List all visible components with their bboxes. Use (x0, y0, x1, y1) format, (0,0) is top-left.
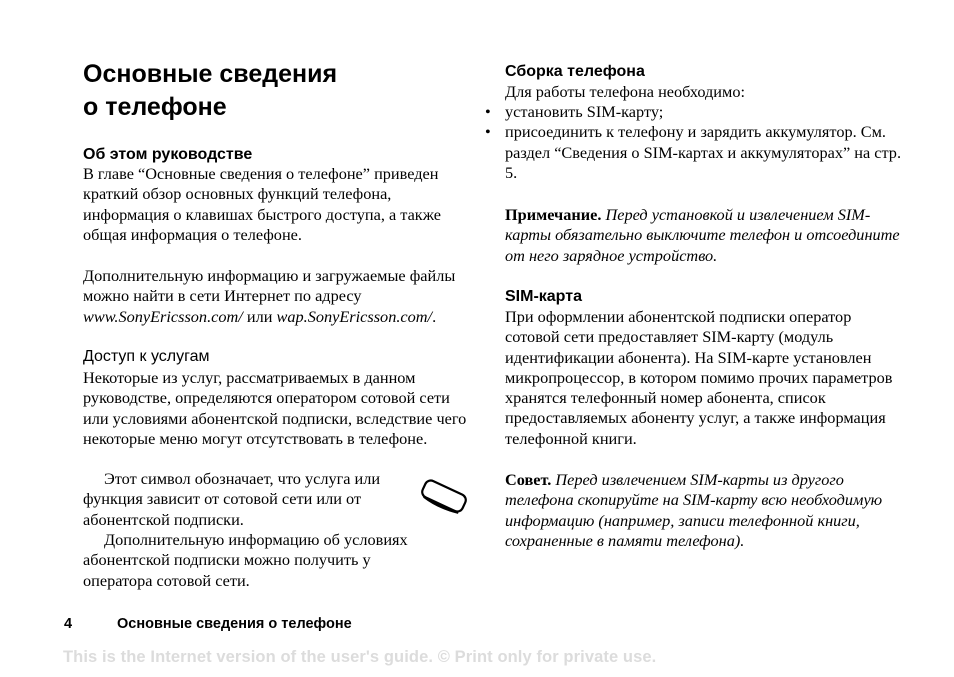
symbol-paragraph: Этот символ обозначает, что услуга или функция зависит от сотовой сети или от абонентской подписки. (83, 469, 381, 529)
tip-text: Перед извлечением SIM-карты из другого телефона скопируйте на SIM-карту всю необходимую информацию (например, записи телефонной книги, сохраненные в памяти телефона). (505, 470, 883, 550)
about-paragraph: В главе “Основные сведения о телефоне” приведен краткий обзор основных функций телефона, информация о клавишах быстрого доступа, а также общая информация о телефоне. (83, 164, 441, 244)
assembly-heading: Сборка телефона (505, 63, 645, 80)
services-paragraph: Некоторые из услуг, рассматриваемых в данном руководстве, определяются оператором сотовой сети или условиями абонентской подписки, вследствие чего некоторые меню могут отсутствовать в телефоне. (83, 368, 467, 448)
wap-url[interactable]: wap.SonyEricsson.com/ (276, 306, 433, 326)
page-title-line1: Основные сведения (83, 60, 338, 88)
more-info-paragraph (83, 266, 475, 327)
note-paragraph (505, 205, 905, 266)
bullet-marker: • (485, 122, 491, 142)
services-heading: Доступ к услугам (83, 348, 210, 365)
page-number: 4 (64, 616, 73, 632)
tip-paragraph (505, 470, 905, 551)
more-info-end: . (432, 306, 437, 326)
tip-label: Совет. (505, 470, 552, 489)
sim-heading: SIM-карта (505, 288, 582, 305)
assembly-list (485, 102, 905, 183)
note-label: Примечание. (505, 205, 602, 224)
subscription-paragraph: Дополнительную информацию об условиях абонентской подписки можно получить у оператора сотовой сети. (83, 530, 408, 590)
sonyericsson-url[interactable]: www.SonyEricsson.com/ (83, 306, 243, 326)
page-title (83, 58, 337, 124)
assembly-intro: Для работы телефона необходимо: (505, 82, 745, 101)
service-dependent-icon (418, 476, 470, 516)
bullet-text-sim: установить SIM-карту; (505, 102, 664, 121)
list-item (485, 122, 905, 183)
more-info-or: или (242, 306, 277, 326)
page-title-line2: о телефоне (83, 93, 227, 121)
watermark-notice: This is the Internet version of the user's guide. © Print only for private use. (63, 648, 657, 666)
more-info-text: Дополнительную информацию и загружаемые файлы можно найти в сети Интернет по адресу (83, 266, 456, 306)
about-heading: Об этом руководстве (83, 146, 253, 163)
bullet-text-battery: присоединить к телефону и зарядить аккумулятор. См. раздел “Сведения о SIM-картах и аккумуляторах” на стр. 5. (505, 122, 902, 182)
note-text: Перед установкой и извлечением SIM-карты обязательно выключите телефон и отсоедините от него зарядное устройство. (505, 205, 900, 265)
sim-paragraph: При оформлении абонентской подписки оператор сотовой сети предоставляет SIM-карту (модуль идентификации абонента). На SIM-карте установлен микропроцессор, в котором помимо прочих параметров хранятся телефонный номер абонента, список предоставляемых абоненту услуг, а также информация телефонной книги. (505, 307, 893, 448)
footer-section-title: Основные сведения о телефоне (117, 616, 352, 632)
bullet-marker: • (485, 102, 491, 121)
list-item (485, 102, 905, 122)
